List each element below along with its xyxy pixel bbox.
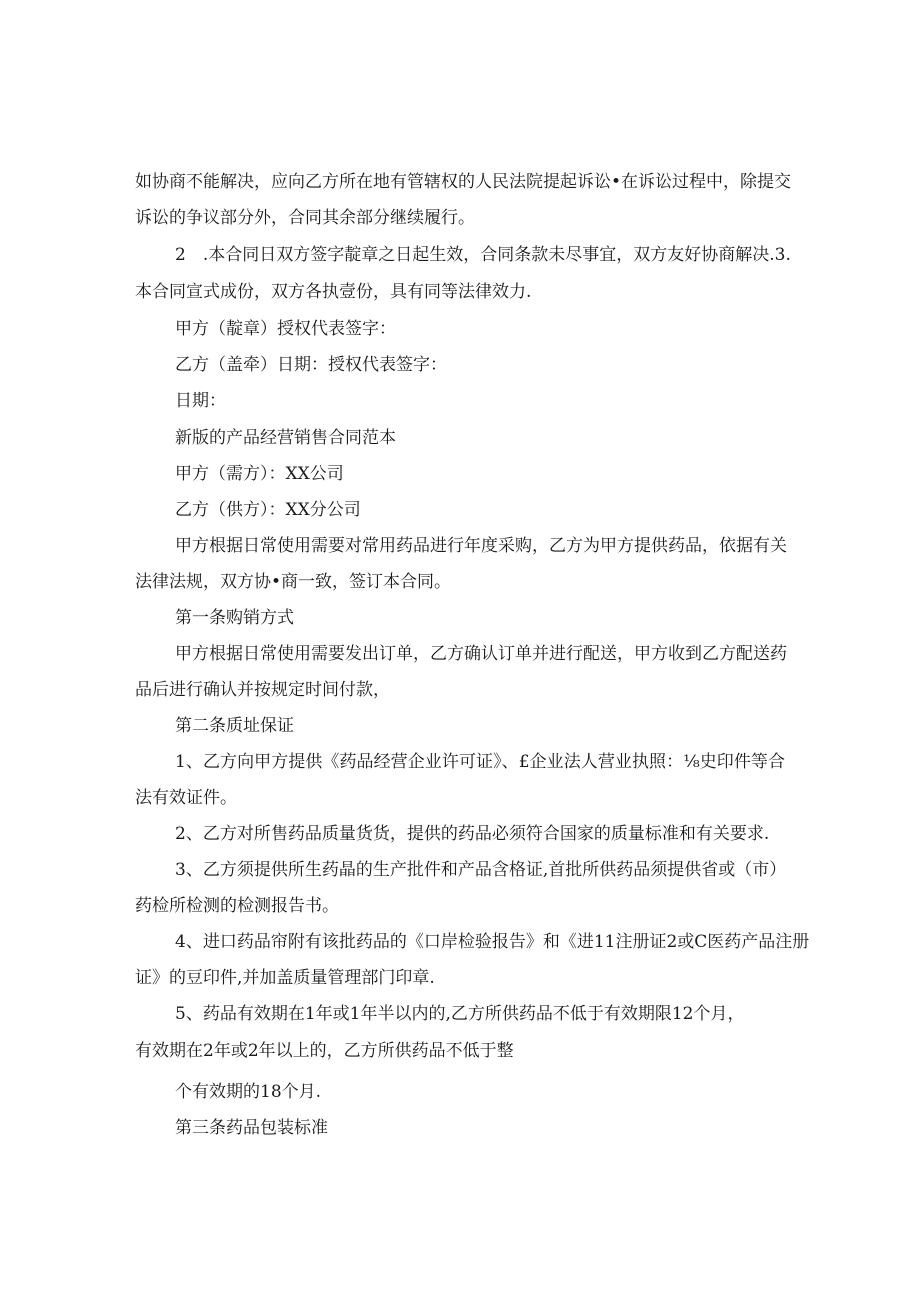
paragraph-line: 1、乙方向甲方提供《药品经营企业许可证》、£企业法人营业执照：⅛史印件等合: [175, 752, 785, 772]
paragraph-line: 3、乙方须提供所生药晶的生产批件和产品含格证,首批所供药品须提供省或（市）: [175, 860, 787, 880]
paragraph-line: 诉讼的争议部分外，合同其余部分继续履行。: [135, 208, 475, 228]
party-a-line: 甲方（需方）：XX公司: [175, 464, 344, 484]
paragraph-line: 证》的豆印件,并加盖质量管理部门印章.: [135, 968, 435, 988]
party-b-line: 乙方（供方）：XX分公司: [175, 500, 361, 520]
paragraph-line: 2 .本合同日双方签字靛章之日起生效，合同条款未尽事宜，双方友好协商解决.3.: [175, 245, 791, 265]
signature-line-party-a: 甲方（靛章）授权代表签字：: [175, 319, 396, 339]
paragraph-line: 有效期在2年或2年以上的，乙方所供药品不低于整: [135, 1041, 514, 1061]
paragraph-line: 甲方根据日常使用需要发出订单，乙方确认订单并进行配送，甲方收到乙方配送药: [175, 644, 787, 664]
article-heading: 第三条药品包装标准: [175, 1118, 328, 1138]
paragraph-line: 法律法规，双方协•商一致，签订本合同。: [135, 572, 452, 592]
paragraph-line: 5、药品有效期在1年或1年半以内的,乙方所供药品不低于有效期限12个月，: [175, 1004, 745, 1024]
signature-line-party-b: 乙方（盖牵）日期：授权代表签字：: [175, 355, 447, 375]
paragraph-line: 药检所检测的检测报告书。: [135, 896, 339, 916]
paragraph-line: 2、乙方对所售药品质量货货，提供的药品必须符合国家的质量标准和有关要求.: [175, 824, 770, 844]
paragraph-line: 如协商不能解决，应向乙方所在地有管辖权的人民法院提起诉讼•在诉讼过程中，除提交: [135, 172, 792, 192]
paragraph-line: 个有效期的18个月.: [175, 1082, 322, 1102]
date-line: 日期：: [175, 391, 226, 411]
article-heading: 第一条购销方式: [175, 608, 294, 628]
paragraph-line: 甲方根据日常使用需要对常用药品进行年度采购，乙方为甲方提供药品，依据有关: [175, 536, 787, 556]
paragraph-line: 法有效证件。: [135, 788, 237, 808]
paragraph-line: 本合同宣式成份，双方各执壹份，具有同等法律效力.: [135, 282, 532, 302]
paragraph-line: 品后进行确认并按规定时间付款，: [135, 680, 390, 700]
article-heading: 第二条质址保证: [175, 716, 294, 736]
document-title: 新版的产品经营销售合同范本: [175, 428, 396, 448]
paragraph-line: 4、进口药品帘附有该批药品的《口岸检验报告》和《进11注册证2或C医药产品注册: [175, 932, 810, 952]
